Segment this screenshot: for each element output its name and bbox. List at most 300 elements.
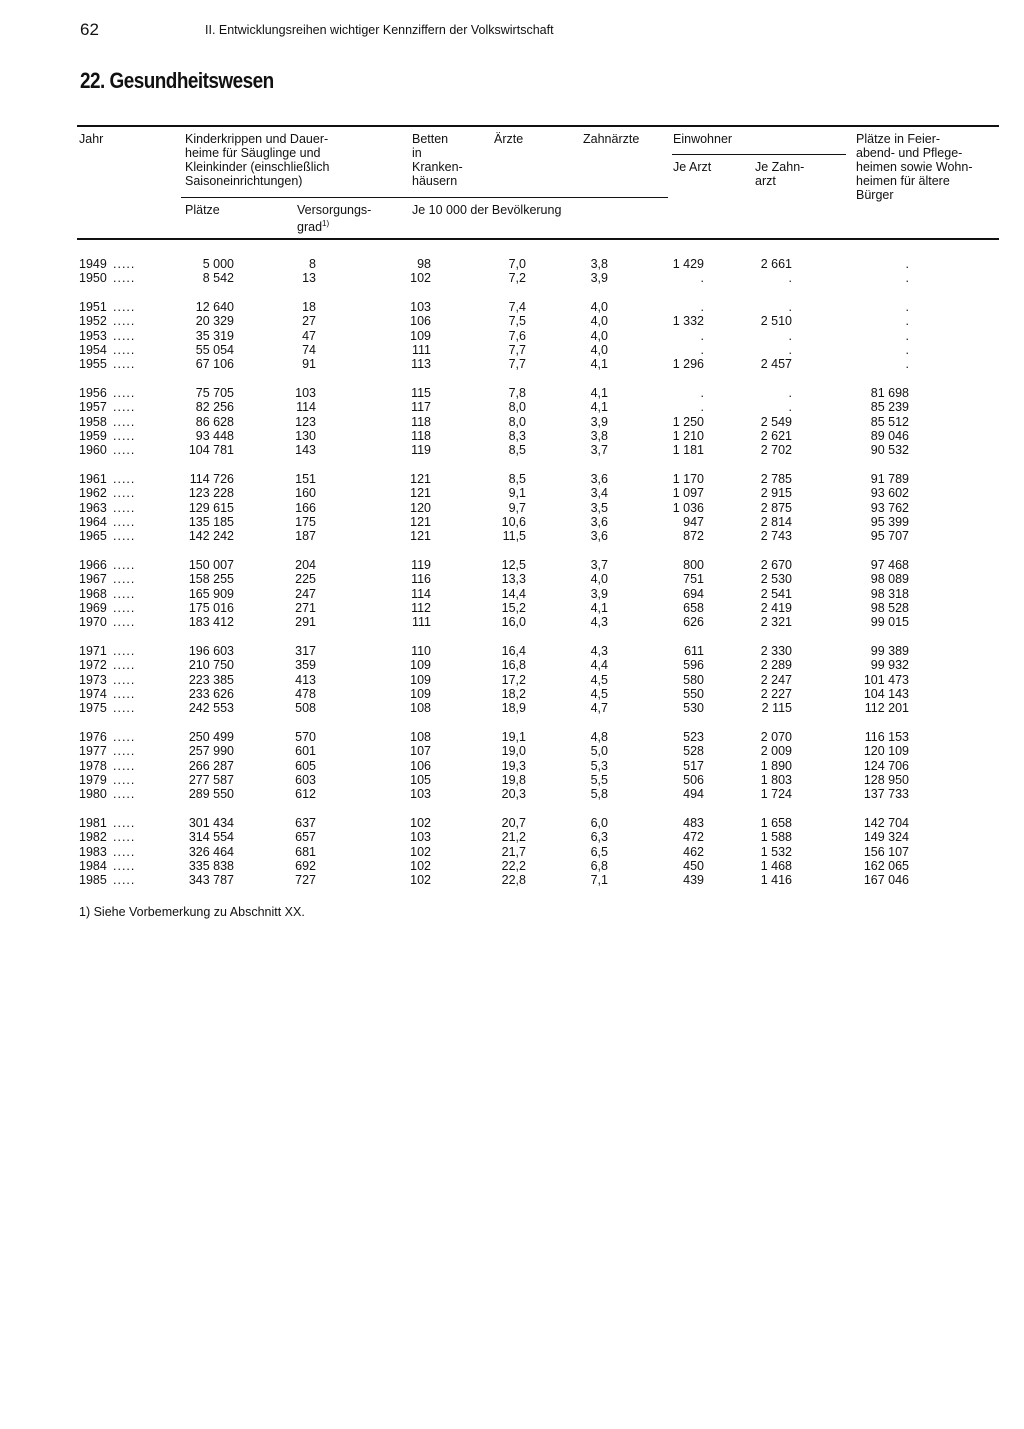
cell-zahnaerzte: 4,4: [590, 658, 608, 673]
header-je-10000: Je 10 000 der Bevölkerung: [412, 203, 562, 217]
cell-aerzte: 16,4: [501, 644, 526, 659]
cell-je-arzt: 1 250: [672, 414, 704, 429]
cell-plaetze: 242 553: [188, 701, 234, 716]
cell-jahr: 1967: [79, 572, 107, 587]
cell-je-arzt: 1 210: [672, 428, 704, 443]
cell-versorgungsgrad: 637: [295, 816, 316, 830]
table-row: [0, 343, 1024, 357]
cell-versorgungsgrad: 605: [295, 758, 316, 773]
cell-je-arzt: 494: [683, 787, 704, 802]
cell-plaetze: 86 628: [195, 414, 234, 429]
cell-aerzte: 19,8: [501, 772, 526, 787]
cell-je-zahnarzt: 2 247: [760, 672, 792, 687]
leader-dots: .....: [113, 873, 136, 888]
cell-je-zahnarzt: .: [788, 342, 792, 357]
leader-dots: .....: [113, 472, 136, 487]
cell-plaetze-feierabend: 98 318: [870, 586, 909, 601]
cell-zahnaerzte: 4,8: [590, 730, 608, 745]
cell-je-zahnarzt: 1 468: [760, 858, 792, 873]
cell-versorgungsgrad: 317: [295, 644, 316, 659]
cell-versorgungsgrad: 47: [302, 328, 316, 343]
cell-aerzte: 7,2: [508, 271, 526, 286]
cell-je-zahnarzt: 2 661: [760, 257, 792, 271]
cell-plaetze: 233 626: [188, 686, 234, 701]
header-kinderkrippen: Kinderkrippen und Dauer- heime für Säuglinge und Kleinkinder (einschließlich Saisoneinrichtungen): [185, 132, 330, 188]
cell-je-arzt: 800: [683, 558, 704, 573]
header-versorgungsgrad-text: Versorgungs- grad: [297, 203, 372, 235]
cell-je-zahnarzt: 2 009: [760, 744, 792, 759]
cell-jahr: 1953: [79, 328, 107, 343]
cell-versorgungsgrad: 187: [295, 529, 316, 544]
cell-jahr: 1983: [79, 844, 107, 859]
table-row: [0, 859, 1024, 873]
cell-je-zahnarzt: .: [788, 400, 792, 415]
header-einwohner: Einwohner: [673, 132, 733, 146]
cell-plaetze: 196 603: [188, 644, 234, 659]
cell-je-arzt: 947: [683, 514, 704, 529]
cell-plaetze-feierabend: .: [905, 314, 909, 329]
table-row: [0, 501, 1024, 515]
cell-aerzte: 8,5: [508, 472, 526, 487]
cell-plaetze: 142 242: [188, 529, 234, 544]
cell-jahr: 1969: [79, 600, 107, 615]
header-plaetze: Plätze: [185, 203, 220, 217]
leader-dots: .....: [113, 816, 136, 830]
cell-aerzte: 8,5: [508, 443, 526, 458]
table-row: [0, 271, 1024, 285]
leader-dots: .....: [113, 529, 136, 544]
cell-plaetze: 326 464: [188, 844, 234, 859]
cell-zahnaerzte: 5,0: [590, 744, 608, 759]
cell-versorgungsgrad: 130: [295, 428, 316, 443]
cell-jahr: 1951: [79, 300, 107, 315]
cell-je-zahnarzt: 2 070: [760, 730, 792, 745]
cell-aerzte: 21,7: [501, 844, 526, 859]
leader-dots: .....: [113, 428, 136, 443]
cell-zahnaerzte: 3,6: [590, 514, 608, 529]
cell-plaetze: 289 550: [188, 787, 234, 802]
cell-plaetze: 75 705: [195, 386, 234, 401]
cell-plaetze: 12 640: [195, 300, 234, 315]
cell-je-zahnarzt: 2 621: [760, 428, 792, 443]
cell-versorgungsgrad: 151: [295, 472, 316, 487]
cell-versorgungsgrad: 601: [295, 744, 316, 759]
year-group: [0, 644, 1024, 715]
leader-dots: .....: [113, 414, 136, 429]
cell-plaetze-feierabend: 128 950: [863, 772, 909, 787]
table-row: [0, 357, 1024, 371]
cell-plaetze-feierabend: 156 107: [863, 844, 909, 859]
cell-je-arzt: .: [700, 386, 704, 401]
cell-je-arzt: 1 296: [672, 357, 704, 372]
cell-plaetze: 55 054: [195, 342, 234, 357]
cell-versorgungsgrad: 13: [302, 271, 316, 286]
cell-aerzte: 7,6: [508, 328, 526, 343]
table-row: [0, 472, 1024, 486]
cell-plaetze-feierabend: .: [905, 328, 909, 343]
cell-plaetze-feierabend: 116 153: [864, 730, 909, 745]
cell-je-arzt: .: [700, 400, 704, 415]
cell-plaetze: 150 007: [188, 558, 234, 573]
page-number: 62: [80, 20, 99, 39]
cell-aerzte: 20,3: [501, 787, 526, 802]
cell-je-arzt: 1 181: [672, 443, 704, 458]
cell-jahr: 1960: [79, 443, 107, 458]
cell-jahr: 1961: [79, 472, 107, 487]
cell-versorgungsgrad: 657: [295, 830, 316, 845]
table-row: [0, 830, 1024, 844]
cell-je-zahnarzt: 1 658: [760, 816, 792, 830]
cell-versorgungsgrad: 612: [295, 787, 316, 802]
cell-aerzte: 8,0: [508, 414, 526, 429]
cell-plaetze: 210 750: [188, 658, 234, 673]
cell-betten: 106: [410, 758, 431, 773]
cell-aerzte: 18,9: [501, 701, 526, 716]
leader-dots: .....: [113, 257, 136, 271]
cell-je-arzt: 658: [683, 600, 704, 615]
cell-betten: 103: [410, 830, 431, 845]
cell-zahnaerzte: 4,0: [590, 314, 608, 329]
cell-plaetze-feierabend: 162 065: [863, 858, 909, 873]
cell-versorgungsgrad: 74: [302, 342, 316, 357]
cell-je-zahnarzt: 1 416: [760, 873, 792, 888]
cell-plaetze: 165 909: [188, 586, 234, 601]
cell-plaetze-feierabend: 95 707: [870, 529, 909, 544]
cell-plaetze-feierabend: 124 706: [863, 758, 909, 773]
cell-je-zahnarzt: 2 419: [760, 600, 792, 615]
table-row: [0, 845, 1024, 859]
cell-plaetze: 104 781: [188, 443, 234, 458]
cell-zahnaerzte: 3,6: [590, 529, 608, 544]
cell-zahnaerzte: 3,9: [590, 414, 608, 429]
cell-je-arzt: 1 097: [672, 486, 704, 501]
leader-dots: .....: [113, 830, 136, 845]
cell-zahnaerzte: 4,5: [590, 686, 608, 701]
cell-je-zahnarzt: .: [788, 328, 792, 343]
table-row: [0, 257, 1024, 271]
cell-versorgungsgrad: 166: [295, 500, 316, 515]
cell-je-arzt: .: [700, 300, 704, 315]
year-group: [0, 730, 1024, 801]
cell-plaetze-feierabend: 85 239: [870, 400, 909, 415]
cell-plaetze-feierabend: 89 046: [870, 428, 909, 443]
cell-betten: 103: [410, 300, 431, 315]
einwohner-rule: [672, 154, 846, 155]
footnote-text: 1) Siehe Vorbemerkung zu Abschnitt XX.: [79, 905, 305, 919]
table-row: [0, 644, 1024, 658]
cell-plaetze: 183 412: [188, 615, 234, 630]
leader-dots: .....: [113, 686, 136, 701]
cell-je-zahnarzt: 2 227: [760, 686, 792, 701]
cell-versorgungsgrad: 123: [295, 414, 316, 429]
cell-je-zahnarzt: 2 115: [761, 701, 792, 716]
cell-aerzte: 21,2: [501, 830, 526, 845]
cell-zahnaerzte: 3,5: [590, 500, 608, 515]
cell-plaetze-feierabend: 137 733: [863, 787, 909, 802]
cell-aerzte: 13,3: [501, 572, 526, 587]
cell-zahnaerzte: 4,5: [590, 672, 608, 687]
cell-aerzte: 20,7: [501, 816, 526, 830]
table-top-rule: [77, 125, 999, 127]
cell-aerzte: 19,1: [501, 730, 526, 745]
header-versorgungsgrad: [297, 203, 371, 234]
cell-jahr: 1980: [79, 787, 107, 802]
cell-betten: 113: [411, 357, 431, 372]
header-betten: Betten in Kranken- häusern: [412, 132, 463, 188]
cell-betten: 109: [410, 328, 431, 343]
table-row: [0, 587, 1024, 601]
table-row: [0, 443, 1024, 457]
cell-jahr: 1949: [79, 257, 107, 271]
cell-betten: 118: [411, 414, 431, 429]
cell-je-zahnarzt: 2 785: [760, 472, 792, 487]
cell-plaetze-feierabend: 98 528: [870, 600, 909, 615]
cell-je-arzt: 626: [683, 615, 704, 630]
cell-zahnaerzte: 4,0: [590, 300, 608, 315]
cell-betten: 121: [410, 529, 431, 544]
cell-zahnaerzte: 5,8: [590, 787, 608, 802]
cell-plaetze: 301 434: [188, 816, 234, 830]
cell-aerzte: 16,8: [501, 658, 526, 673]
cell-plaetze-feierabend: .: [905, 271, 909, 286]
cell-plaetze-feierabend: 120 109: [863, 744, 909, 759]
cell-je-arzt: 1 036: [672, 500, 704, 515]
cell-plaetze: 266 287: [188, 758, 234, 773]
cell-versorgungsgrad: 225: [295, 572, 316, 587]
leader-dots: .....: [113, 772, 136, 787]
cell-aerzte: 17,2: [501, 672, 526, 687]
cell-zahnaerzte: 4,0: [590, 572, 608, 587]
cell-versorgungsgrad: 103: [295, 386, 316, 401]
cell-betten: 109: [410, 686, 431, 701]
cell-zahnaerzte: 6,0: [590, 816, 608, 830]
cell-jahr: 1982: [79, 830, 107, 845]
cell-aerzte: 22,8: [501, 873, 526, 888]
cell-plaetze: 129 615: [188, 500, 234, 515]
cell-jahr: 1952: [79, 314, 107, 329]
cell-aerzte: 7,5: [508, 314, 526, 329]
cell-je-arzt: 450: [683, 858, 704, 873]
cell-zahnaerzte: 3,8: [590, 257, 608, 271]
cell-plaetze: 93 448: [195, 428, 234, 443]
cell-betten: 107: [410, 744, 431, 759]
cell-je-arzt: 462: [683, 844, 704, 859]
cell-versorgungsgrad: 27: [302, 314, 316, 329]
leader-dots: .....: [113, 300, 136, 315]
cell-plaetze: 175 016: [188, 600, 234, 615]
cell-plaetze-feierabend: 99 932: [870, 658, 909, 673]
cell-je-zahnarzt: 2 541: [760, 586, 792, 601]
cell-plaetze: 335 838: [188, 858, 234, 873]
table-row: [0, 601, 1024, 615]
cell-jahr: 1958: [79, 414, 107, 429]
cell-je-zahnarzt: 2 530: [760, 572, 792, 587]
cell-plaetze-feierabend: .: [905, 342, 909, 357]
cell-plaetze: 123 228: [188, 486, 234, 501]
cell-aerzte: 16,0: [501, 615, 526, 630]
cell-betten: 98: [417, 257, 431, 271]
cell-betten: 109: [410, 658, 431, 673]
cell-je-zahnarzt: 2 814: [760, 514, 792, 529]
leader-dots: .....: [113, 858, 136, 873]
cell-aerzte: 7,0: [508, 257, 526, 271]
leader-dots: .....: [113, 644, 136, 659]
cell-aerzte: 8,3: [508, 428, 526, 443]
cell-plaetze-feierabend: 95 399: [870, 514, 909, 529]
cell-zahnaerzte: 4,0: [590, 342, 608, 357]
cell-aerzte: 9,1: [508, 486, 526, 501]
cell-plaetze: 5 000: [202, 257, 234, 271]
leader-dots: .....: [113, 271, 136, 286]
cell-versorgungsgrad: 681: [295, 844, 316, 859]
cell-jahr: 1954: [79, 342, 107, 357]
header-zahnaerzte: Zahnärzte: [583, 132, 640, 146]
cell-betten: 115: [411, 386, 431, 401]
table-row: [0, 400, 1024, 414]
leader-dots: .....: [113, 787, 136, 802]
leader-dots: .....: [113, 844, 136, 859]
leader-dots: .....: [113, 443, 136, 458]
cell-jahr: 1985: [79, 873, 107, 888]
cell-jahr: 1973: [79, 672, 107, 687]
cell-je-zahnarzt: .: [788, 271, 792, 286]
cell-zahnaerzte: 3,7: [590, 558, 608, 573]
cell-versorgungsgrad: 508: [295, 701, 316, 716]
cell-versorgungsgrad: 143: [295, 443, 316, 458]
cell-je-arzt: 596: [683, 658, 704, 673]
cell-plaetze: 314 554: [188, 830, 234, 845]
cell-plaetze: 158 255: [188, 572, 234, 587]
leader-dots: .....: [113, 586, 136, 601]
cell-je-zahnarzt: 1 724: [760, 787, 792, 802]
cell-je-zahnarzt: 2 549: [760, 414, 792, 429]
cell-zahnaerzte: 6,3: [590, 830, 608, 845]
cell-versorgungsgrad: 692: [295, 858, 316, 873]
cell-plaetze: 35 319: [195, 328, 234, 343]
year-group: [0, 816, 1024, 887]
cell-zahnaerzte: 4,1: [590, 400, 608, 415]
table-row: [0, 486, 1024, 500]
cell-plaetze-feierabend: 97 468: [870, 558, 909, 573]
cell-je-arzt: 439: [683, 873, 704, 888]
cell-aerzte: 14,4: [501, 586, 526, 601]
cell-jahr: 1962: [79, 486, 107, 501]
cell-je-zahnarzt: 1 588: [760, 830, 792, 845]
cell-versorgungsgrad: 114: [296, 400, 316, 415]
running-head: II. Entwicklungsreihen wichtiger Kennziffern der Volkswirtschaft: [205, 23, 554, 37]
cell-jahr: 1959: [79, 428, 107, 443]
cell-aerzte: 19,3: [501, 758, 526, 773]
cell-je-arzt: 694: [683, 586, 704, 601]
cell-je-zahnarzt: 2 330: [760, 644, 792, 659]
cell-je-zahnarzt: 2 915: [760, 486, 792, 501]
cell-jahr: 1955: [79, 357, 107, 372]
cell-plaetze: 223 385: [188, 672, 234, 687]
cell-betten: 105: [410, 772, 431, 787]
cell-betten: 112: [411, 600, 431, 615]
leader-dots: .....: [113, 357, 136, 372]
cell-betten: 109: [410, 672, 431, 687]
cell-zahnaerzte: 3,9: [590, 586, 608, 601]
cell-je-zahnarzt: 2 321: [760, 615, 792, 630]
cell-versorgungsgrad: 247: [295, 586, 316, 601]
header-jahr: Jahr: [79, 132, 104, 146]
cell-je-zahnarzt: 2 670: [760, 558, 792, 573]
table-row: [0, 816, 1024, 830]
cell-plaetze: 114 726: [189, 472, 234, 487]
cell-betten: 121: [410, 472, 431, 487]
cell-versorgungsgrad: 570: [295, 730, 316, 745]
cell-je-zahnarzt: 2 510: [760, 314, 792, 329]
cell-plaetze: 250 499: [188, 730, 234, 745]
leader-dots: .....: [113, 314, 136, 329]
cell-plaetze-feierabend: 98 089: [870, 572, 909, 587]
cell-je-arzt: 550: [683, 686, 704, 701]
cell-jahr: 1975: [79, 701, 107, 716]
cell-betten: 121: [410, 486, 431, 501]
cell-aerzte: 12,5: [501, 558, 526, 573]
cell-je-zahnarzt: 1 803: [760, 772, 792, 787]
cell-plaetze-feierabend: 93 602: [870, 486, 909, 501]
cell-je-zahnarzt: 2 289: [760, 658, 792, 673]
cell-je-zahnarzt: 2 743: [760, 529, 792, 544]
cell-zahnaerzte: 4,1: [590, 600, 608, 615]
cell-jahr: 1972: [79, 658, 107, 673]
cell-je-arzt: 523: [683, 730, 704, 745]
leader-dots: .....: [113, 400, 136, 415]
cell-je-arzt: .: [700, 271, 704, 286]
table-row: [0, 701, 1024, 715]
year-group: [0, 300, 1024, 371]
table-row: [0, 615, 1024, 629]
cell-betten: 121: [410, 514, 431, 529]
cell-jahr: 1974: [79, 686, 107, 701]
table-body: [0, 257, 1024, 902]
table-row: [0, 730, 1024, 744]
cell-je-arzt: 528: [683, 744, 704, 759]
cell-jahr: 1971: [79, 644, 107, 659]
table-row: [0, 329, 1024, 343]
cell-je-zahnarzt: .: [788, 300, 792, 315]
cell-jahr: 1968: [79, 586, 107, 601]
cell-je-zahnarzt: 2 702: [760, 443, 792, 458]
table-row: [0, 415, 1024, 429]
cell-plaetze: 277 587: [188, 772, 234, 787]
year-group: [0, 257, 1024, 286]
cell-versorgungsgrad: 91: [302, 357, 316, 372]
cell-zahnaerzte: 4,7: [590, 701, 608, 716]
cell-aerzte: 7,7: [508, 357, 526, 372]
cell-betten: 120: [410, 500, 431, 515]
cell-je-arzt: 506: [683, 772, 704, 787]
cell-aerzte: 11,5: [502, 529, 526, 544]
leader-dots: .....: [113, 342, 136, 357]
table-row: [0, 773, 1024, 787]
cell-je-arzt: 517: [683, 758, 704, 773]
cell-je-arzt: .: [700, 328, 704, 343]
cell-jahr: 1970: [79, 615, 107, 630]
cell-versorgungsgrad: 8: [309, 257, 316, 271]
cell-plaetze-feierabend: 142 704: [863, 816, 909, 830]
cell-je-zahnarzt: 2 875: [760, 500, 792, 515]
cell-je-arzt: 1 332: [672, 314, 704, 329]
cell-plaetze-feierabend: 104 143: [863, 686, 909, 701]
cell-aerzte: 9,7: [508, 500, 526, 515]
cell-betten: 111: [411, 342, 431, 357]
cell-je-arzt: 483: [683, 816, 704, 830]
header-je-arzt: Je Arzt: [673, 160, 712, 174]
year-group: [0, 558, 1024, 629]
